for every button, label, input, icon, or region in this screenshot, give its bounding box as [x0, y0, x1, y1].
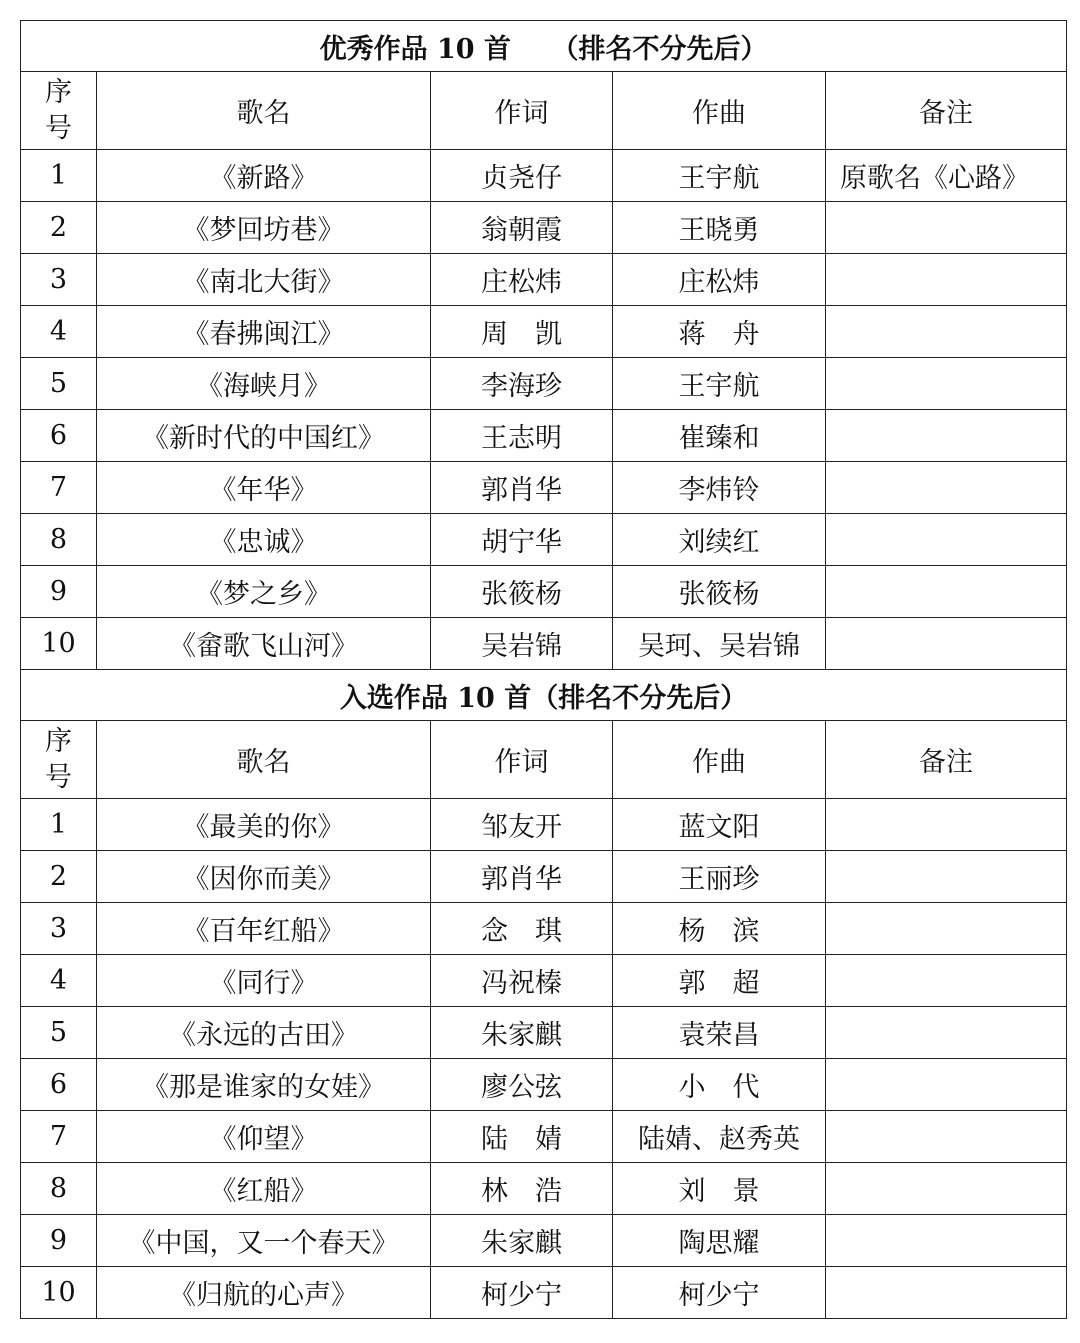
cell-lyricist: 王志明	[431, 410, 613, 462]
cell-composer: 庄松炜	[613, 254, 826, 306]
cell-song: 《同行》	[97, 955, 431, 1007]
award-table	[20, 20, 1067, 1319]
section-title: 优秀作品 10 首 （排名不分先后）	[21, 21, 1067, 72]
cell-lyricist: 朱家麒	[431, 1007, 613, 1059]
award-table-body	[21, 21, 1067, 1319]
cell-seq: 4	[21, 306, 97, 358]
cell-seq: 4	[21, 955, 97, 1007]
cell-lyricist: 林 浩	[431, 1163, 613, 1215]
cell-lyricist: 李海珍	[431, 358, 613, 410]
cell-song: 《最美的你》	[97, 799, 431, 851]
header-seq	[21, 721, 97, 799]
header-seq-bottom: 号	[45, 112, 72, 144]
header-song: 歌名	[97, 721, 431, 799]
header-note: 备注	[826, 72, 1067, 150]
header-note: 备注	[826, 721, 1067, 799]
header-row	[21, 72, 1067, 150]
header-lyricist: 作词	[431, 72, 613, 150]
cell-composer: 王宇航	[613, 150, 826, 202]
table-row	[21, 1163, 1067, 1215]
cell-song: 《春拂闽江》	[97, 306, 431, 358]
table-row	[21, 254, 1067, 306]
cell-note	[826, 254, 1067, 306]
cell-lyricist: 郭肖华	[431, 462, 613, 514]
cell-song: 《红船》	[97, 1163, 431, 1215]
cell-lyricist: 朱家麒	[431, 1215, 613, 1267]
cell-note	[826, 1059, 1067, 1111]
header-lyricist: 作词	[431, 721, 613, 799]
header-seq-top: 序	[45, 76, 72, 108]
table-row	[21, 903, 1067, 955]
cell-lyricist: 冯祝榛	[431, 955, 613, 1007]
table-row	[21, 1111, 1067, 1163]
cell-composer: 陶思耀	[613, 1215, 826, 1267]
cell-song: 《梦回坊巷》	[97, 202, 431, 254]
cell-song: 《永远的古田》	[97, 1007, 431, 1059]
cell-lyricist: 周 凯	[431, 306, 613, 358]
cell-seq: 7	[21, 1111, 97, 1163]
cell-lyricist: 柯少宁	[431, 1267, 613, 1319]
header-seq-top: 序	[45, 725, 72, 757]
cell-seq: 9	[21, 1215, 97, 1267]
cell-composer: 刘续红	[613, 514, 826, 566]
cell-note	[826, 1163, 1067, 1215]
cell-composer: 蓝文阳	[613, 799, 826, 851]
cell-note	[826, 1215, 1067, 1267]
cell-lyricist: 翁朝霞	[431, 202, 613, 254]
cell-seq: 3	[21, 903, 97, 955]
header-song: 歌名	[97, 72, 431, 150]
section-title: 入选作品 10 首（排名不分先后）	[21, 670, 1067, 721]
table-row	[21, 358, 1067, 410]
cell-lyricist: 吴岩锦	[431, 618, 613, 670]
cell-note	[826, 955, 1067, 1007]
cell-song: 《畲歌飞山河》	[97, 618, 431, 670]
table-row	[21, 1059, 1067, 1111]
cell-lyricist: 郭肖华	[431, 851, 613, 903]
cell-composer: 王宇航	[613, 358, 826, 410]
cell-note	[826, 1267, 1067, 1319]
cell-seq: 5	[21, 358, 97, 410]
cell-song: 《百年红船》	[97, 903, 431, 955]
cell-lyricist: 胡宁华	[431, 514, 613, 566]
cell-seq: 2	[21, 202, 97, 254]
cell-seq: 7	[21, 462, 97, 514]
cell-seq: 2	[21, 851, 97, 903]
cell-seq: 1	[21, 799, 97, 851]
cell-song: 《新路》	[97, 150, 431, 202]
cell-note	[826, 566, 1067, 618]
cell-note	[826, 1007, 1067, 1059]
cell-composer: 小 代	[613, 1059, 826, 1111]
cell-song: 《海峡月》	[97, 358, 431, 410]
cell-composer: 杨 滨	[613, 903, 826, 955]
section-title-row	[21, 21, 1067, 72]
cell-lyricist: 念 琪	[431, 903, 613, 955]
cell-lyricist: 邹友开	[431, 799, 613, 851]
cell-lyricist: 廖公弦	[431, 1059, 613, 1111]
cell-lyricist: 贞尧仔	[431, 150, 613, 202]
cell-song: 《中国，又一个春天》	[97, 1215, 431, 1267]
cell-note	[826, 410, 1067, 462]
cell-note	[826, 358, 1067, 410]
cell-note	[826, 851, 1067, 903]
cell-seq: 8	[21, 1163, 97, 1215]
cell-note	[826, 202, 1067, 254]
cell-note	[826, 462, 1067, 514]
cell-song: 《南北大街》	[97, 254, 431, 306]
table-row	[21, 851, 1067, 903]
cell-seq: 8	[21, 514, 97, 566]
header-seq	[21, 72, 97, 150]
cell-composer: 王丽珍	[613, 851, 826, 903]
cell-seq: 6	[21, 410, 97, 462]
cell-composer: 崔臻和	[613, 410, 826, 462]
table-row	[21, 514, 1067, 566]
cell-song: 《忠诚》	[97, 514, 431, 566]
cell-composer: 蒋 舟	[613, 306, 826, 358]
cell-seq: 3	[21, 254, 97, 306]
cell-song: 《年华》	[97, 462, 431, 514]
cell-composer: 袁荣昌	[613, 1007, 826, 1059]
cell-note	[826, 1111, 1067, 1163]
table-row	[21, 618, 1067, 670]
cell-seq: 6	[21, 1059, 97, 1111]
cell-song: 《新时代的中国红》	[97, 410, 431, 462]
cell-seq: 9	[21, 566, 97, 618]
cell-seq: 5	[21, 1007, 97, 1059]
table-row	[21, 1267, 1067, 1319]
cell-note	[826, 306, 1067, 358]
cell-composer: 吴珂、吴岩锦	[613, 618, 826, 670]
cell-composer: 陆婧、赵秀英	[613, 1111, 826, 1163]
cell-note	[826, 618, 1067, 670]
cell-composer: 刘 景	[613, 1163, 826, 1215]
cell-lyricist: 陆 婧	[431, 1111, 613, 1163]
table-row	[21, 150, 1067, 202]
cell-composer: 王晓勇	[613, 202, 826, 254]
cell-composer: 张筱杨	[613, 566, 826, 618]
cell-composer: 李炜铃	[613, 462, 826, 514]
table-row	[21, 1215, 1067, 1267]
header-row	[21, 721, 1067, 799]
cell-song: 《仰望》	[97, 1111, 431, 1163]
table-row	[21, 202, 1067, 254]
cell-note	[826, 799, 1067, 851]
cell-note: 原歌名《心路》	[826, 150, 1067, 202]
cell-note	[826, 514, 1067, 566]
header-composer: 作曲	[613, 72, 826, 150]
cell-lyricist: 庄松炜	[431, 254, 613, 306]
cell-lyricist: 张筱杨	[431, 566, 613, 618]
table-row	[21, 1007, 1067, 1059]
header-seq-bottom: 号	[45, 761, 72, 793]
cell-seq: 1	[21, 150, 97, 202]
section-title-row	[21, 670, 1067, 721]
table-row	[21, 306, 1067, 358]
cell-composer: 郭 超	[613, 955, 826, 1007]
cell-note	[826, 903, 1067, 955]
cell-seq: 10	[21, 1267, 97, 1319]
table-row	[21, 799, 1067, 851]
cell-song: 《那是谁家的女娃》	[97, 1059, 431, 1111]
table-row	[21, 410, 1067, 462]
table-row	[21, 462, 1067, 514]
cell-song: 《归航的心声》	[97, 1267, 431, 1319]
cell-song: 《梦之乡》	[97, 566, 431, 618]
cell-seq: 10	[21, 618, 97, 670]
cell-composer: 柯少宁	[613, 1267, 826, 1319]
cell-song: 《因你而美》	[97, 851, 431, 903]
award-list-document	[20, 20, 1066, 1319]
table-row	[21, 955, 1067, 1007]
table-row	[21, 566, 1067, 618]
header-composer: 作曲	[613, 721, 826, 799]
